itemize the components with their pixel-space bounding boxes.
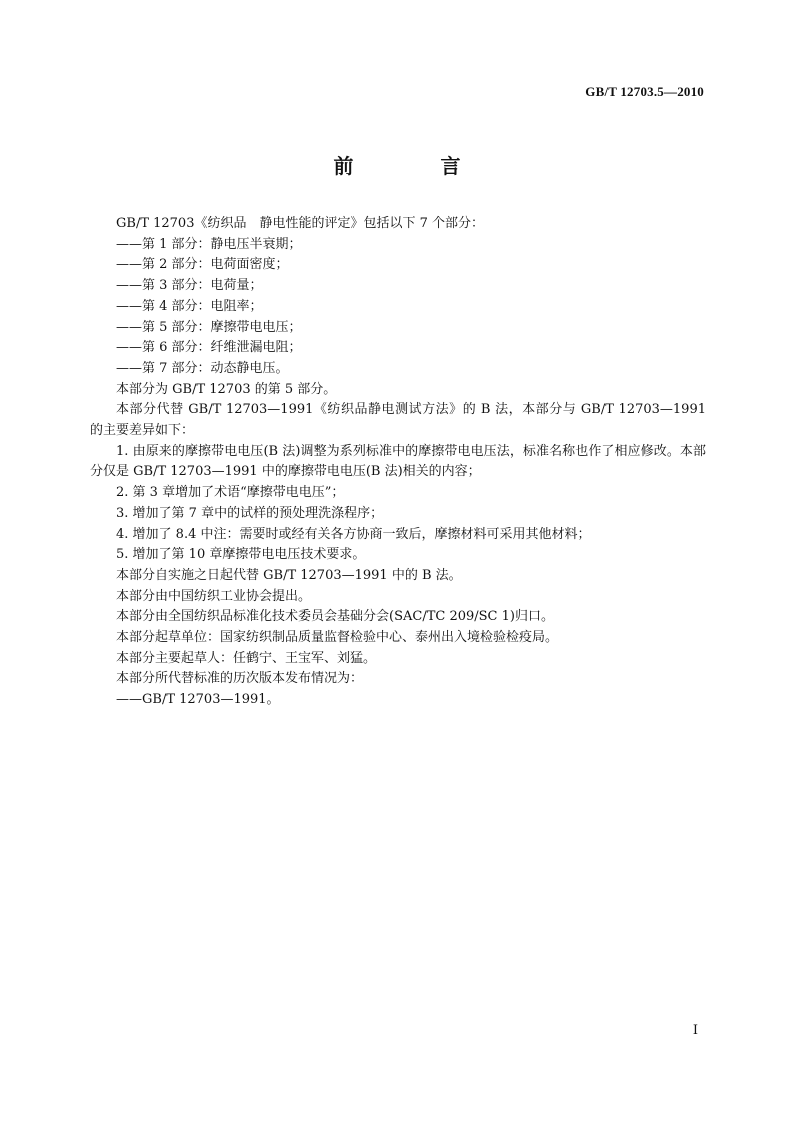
- part-list-item: ——第 3 部分：电荷量；: [116, 278, 263, 294]
- change-item: 5. 增加了第 10 章摩擦带电电压技术要求。: [116, 547, 366, 563]
- change-item: 2. 第 3 章增加了术语“摩擦带电电压”；: [116, 485, 345, 501]
- part-list-item: ——第 7 部分：动态静电压。: [116, 360, 289, 376]
- replaces-paragraph: 本部分代替 GB/T 12703—1991《纺织品静电测试方法》的 B 法，本部分与 GB/T 12703—1991 的主要差异如下：: [90, 402, 706, 439]
- centralized-by-paragraph: 本部分由全国纺织品标准化技术委员会基础分会(SAC/TC 209/SC 1)归口。: [116, 609, 554, 625]
- drafting-units-paragraph: 本部分起草单位：国家纺织制品质量监督检验中心、泰州出入境检验检疫局。: [116, 630, 559, 646]
- change-item: 4. 增加了 8.4 中注：需要时或经有关各方协商一致后，摩擦材料可采用其他材料；: [116, 526, 591, 542]
- part-list-item: ——第 1 部分：静电压半衰期；: [116, 236, 302, 252]
- change-item: 3. 增加了第 7 章中的试样的预处理洗涤程序；: [116, 505, 384, 521]
- foreword-body: [90, 214, 706, 711]
- history-intro-paragraph: 本部分所代替标准的历次版本发布情况为：: [116, 671, 364, 687]
- proposed-by-paragraph: 本部分由中国纺织工业协会提出。: [116, 588, 312, 604]
- part-list-item: ——第 4 部分：电阻率；: [116, 298, 263, 314]
- part-list-item: ——第 2 部分：电荷面密度；: [116, 257, 289, 273]
- drafters-paragraph: 本部分主要起草人：任鹤宁、王宝军、刘猛。: [116, 650, 377, 666]
- standard-code: GB/T 12703.5—2010: [585, 84, 704, 99]
- effective-paragraph: 本部分自实施之日起代替 GB/T 12703—1991 中的 B 法。: [116, 567, 462, 583]
- this-part-paragraph: 本部分为 GB/T 12703 的第 5 部分。: [116, 381, 337, 397]
- intro-paragraph: GB/T 12703《纺织品 静电性能的评定》包括以下 7 个部分：: [116, 216, 485, 231]
- change-item: 1. 由原来的摩擦带电电压(B 法)调整为系列标准中的摩擦带电电压法，标准名称也作了相应修改。本部分仅是 GB/T 12703—1991 中的摩擦带电电压(B 法)相关的内容；: [90, 443, 706, 480]
- part-list-item: ——第 5 部分：摩擦带电电压；: [116, 319, 302, 335]
- part-list-item: ——第 6 部分：纤维泄漏电阻；: [116, 340, 302, 356]
- page-number: I: [692, 1023, 698, 1038]
- history-item: ——GB/T 12703—1991。: [116, 692, 280, 708]
- page-title: 前 言: [333, 154, 501, 178]
